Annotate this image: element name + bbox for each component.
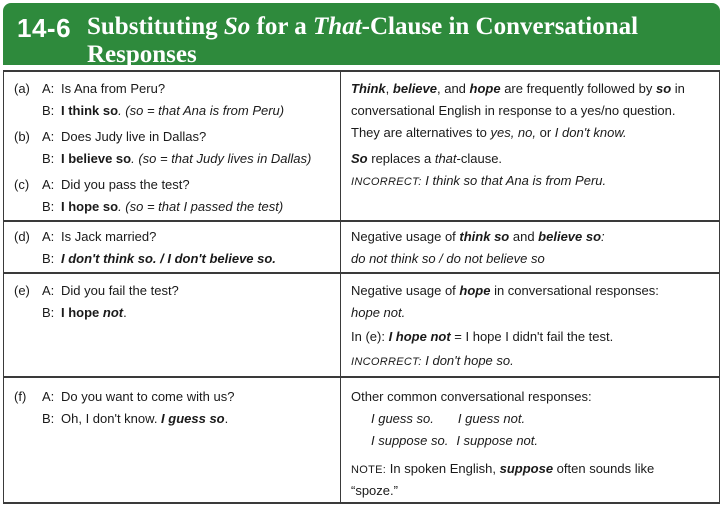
examples-cell [4,273,341,377]
explanation-cell [341,377,720,503]
chart-title: Substituting So for a That-Clause in Conversational Responses [87,13,639,68]
example-b-question: (b) A: Does Judy live in Dallas? [14,129,207,144]
note-line: NOTE: In spoken English, suppose often sounds like [351,461,655,476]
table-row [4,377,720,503]
explanation-line: So replaces a that-clause. [351,151,503,166]
example-d-question: (d) A: Is Jack married? [14,229,157,244]
explanation-line: do not think so / do not believe so [351,251,545,266]
explanation-line: They are alternatives to yes, no, or I don't know. [351,125,627,140]
incorrect-example: INCORRECT: I think so that Ana is from Peru. [351,173,607,188]
example-a-answer: B: I think so. (so = that Ana is from Peru) [42,103,285,118]
example-d-answer: B: I don't think so. / I don't believe so. [42,251,276,266]
table-row [4,221,720,273]
examples-cell [4,71,341,221]
explanation-cell [341,221,720,273]
example-f-answer: B: Oh, I don't know. I guess so. [42,411,229,426]
explanation-cell [341,273,720,377]
example-b-answer: B: I believe so. (so = that Judy lives in Dallas) [42,151,312,166]
example-c-answer: B: I hope so. (so = that I passed the test) [42,199,284,214]
explanation-line: In (e): I hope not = I hope I didn't fail the test. [351,329,614,344]
grammar-chart-table [3,70,720,504]
examples-cell [4,221,341,273]
explanation-line: I suppose so. I suppose not. [371,433,538,448]
explanation-line: Think, believe, and hope are frequently followed by so in [351,81,685,96]
explanation-line: Negative usage of think so and believe so: [351,229,605,244]
incorrect-example: INCORRECT: I don't hope so. [351,353,514,368]
table-row [4,273,720,377]
example-f-question: (f) A: Do you want to come with us? [14,389,235,404]
examples-cell [4,377,341,503]
example-a-question: (a) A: Is Ana from Peru? [14,81,166,96]
note-line: “spoze.” [351,483,398,498]
explanation-line: hope not. [351,305,406,320]
example-e-question: (e) A: Did you fail the test? [14,283,179,298]
explanation-cell [341,71,720,221]
chart-header [3,3,720,68]
example-c-question: (c) A: Did you pass the test? [14,177,190,192]
explanation-line: Negative usage of hope in conversational responses: [351,283,659,298]
explanation-line: Other common conversational responses: [351,389,592,404]
example-e-answer: B: I hope not. [42,305,127,320]
explanation-line: I guess so. I guess not. [371,411,526,426]
table-row [4,71,720,221]
explanation-line: conversational English in response to a yes/no question. [351,103,676,118]
chart-number: 14-6 [17,13,72,43]
